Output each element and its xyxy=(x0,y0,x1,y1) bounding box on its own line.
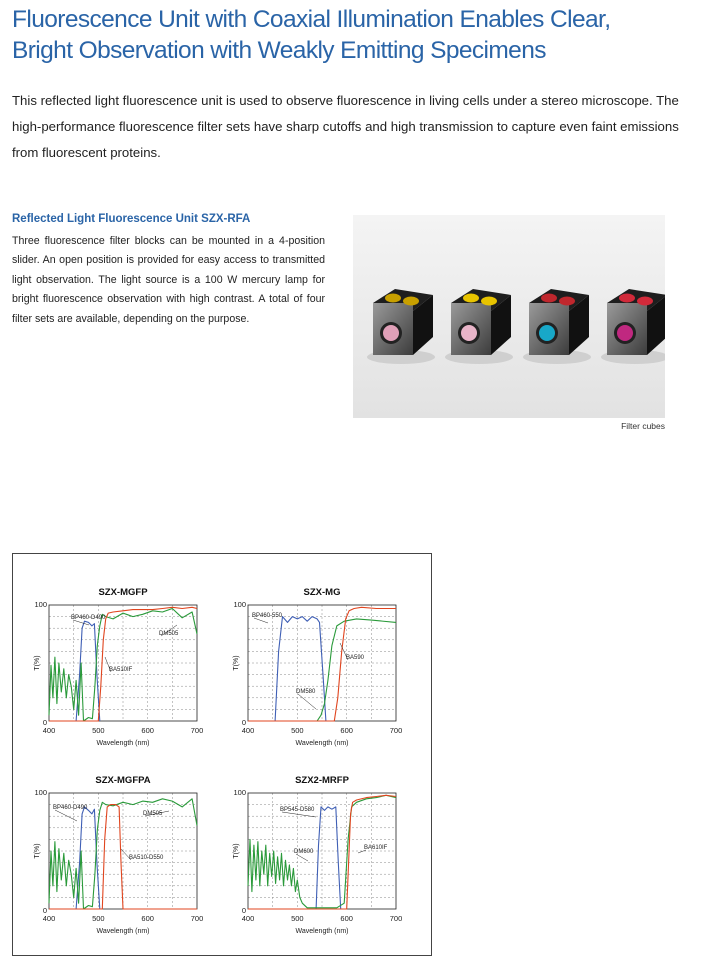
x-axis-label: Wavelength (nm) xyxy=(295,928,349,935)
y-axis-label: T(%) xyxy=(233,843,240,859)
excitation-curve xyxy=(316,807,341,909)
y-tick-label: 100 xyxy=(34,600,47,609)
barrier-curve xyxy=(248,795,396,909)
y-axis-label: T(%) xyxy=(34,655,41,671)
x-tick-label: 600 xyxy=(141,726,154,735)
x-tick-label: 700 xyxy=(190,726,204,735)
annotation-leader xyxy=(298,694,316,709)
y-tick-label: 100 xyxy=(34,788,47,797)
headline-line-2: Bright Observation with Weakly Emitting Specimens xyxy=(12,37,546,64)
y-axis-label: T(%) xyxy=(233,655,240,671)
filter-annotation: BP545-D580 xyxy=(280,807,315,813)
x-tick-label: 400 xyxy=(42,726,56,735)
y-tick-label: 0 xyxy=(241,906,246,915)
y-tick-label: 0 xyxy=(42,906,47,915)
x-tick-label: 400 xyxy=(42,914,56,923)
y-tick-label: 100 xyxy=(233,788,246,797)
filter-annotation: DM505 xyxy=(159,631,179,637)
annotation-leader xyxy=(55,810,77,821)
filter-annotation: BA510IF xyxy=(109,667,133,673)
filter-annotation: BA610IF xyxy=(364,845,388,851)
x-tick-label: 500 xyxy=(291,726,304,735)
x-axis-label: Wavelength (nm) xyxy=(96,740,150,747)
chart-grid xyxy=(248,793,396,909)
x-tick-label: 400 xyxy=(241,726,255,735)
spectrum-chart xyxy=(233,775,402,935)
chart-title: SZX-MG xyxy=(303,587,341,598)
x-axis-label: Wavelength (nm) xyxy=(96,928,150,935)
spectrum-chart xyxy=(34,775,203,935)
section-heading: Reflected Light Fluorescence Unit SZX-RFA xyxy=(12,213,251,225)
x-tick-label: 400 xyxy=(241,914,255,923)
spectrum-chart xyxy=(233,587,402,747)
barrier-curve xyxy=(49,607,197,721)
y-tick-label: 0 xyxy=(241,718,246,727)
x-tick-label: 700 xyxy=(389,726,403,735)
filter-annotation: BA590 xyxy=(346,655,365,661)
spectrum-chart xyxy=(34,587,203,747)
chart-title: SZX-MGFPA xyxy=(95,775,151,786)
chart-grid xyxy=(49,605,197,721)
excitation-curve xyxy=(275,617,326,721)
x-tick-label: 500 xyxy=(291,914,304,923)
x-tick-label: 600 xyxy=(340,914,353,923)
x-tick-label: 700 xyxy=(389,914,403,923)
y-tick-label: 0 xyxy=(42,718,47,727)
x-tick-label: 500 xyxy=(92,914,105,923)
x-tick-label: 500 xyxy=(92,726,105,735)
annotation-leader xyxy=(296,854,308,861)
filter-annotation: BA510-D550 xyxy=(129,855,164,861)
x-tick-label: 600 xyxy=(340,726,353,735)
x-tick-label: 700 xyxy=(190,914,204,923)
filter-annotation: DM600 xyxy=(294,849,314,855)
filter-annotation: BP460-550 xyxy=(252,613,283,619)
chart-title: SZX-MGFP xyxy=(98,587,148,598)
chart-title: SZX2-MRFP xyxy=(295,775,349,786)
section-body: Three fluorescence filter blocks can be mounted in a 4-position slider. An open position is provided for easy access to transmitted light observation. The light source is a 100 W mercury lamp for bright fluorescence observation with high contrast. A total of four filter sets are available, depending on the purpose. xyxy=(12,235,325,325)
filter-annotation: BP460-D490 xyxy=(53,805,88,811)
photo-caption: Filter cubes xyxy=(621,421,665,431)
filter-annotation: BP460-D490 xyxy=(71,615,106,621)
filter-annotation: DM505 xyxy=(143,811,163,817)
x-axis-label: Wavelength (nm) xyxy=(295,740,349,747)
y-axis-label: T(%) xyxy=(34,843,41,859)
x-tick-label: 600 xyxy=(141,914,154,923)
y-tick-label: 100 xyxy=(233,600,246,609)
filter-annotation: DM580 xyxy=(296,689,316,695)
headline-line-1: Fluorescence Unit with Coaxial Illumination Enables Clear, xyxy=(12,6,611,33)
intro-paragraph: This reflected light fluorescence unit is used to observe fluorescence in living cells under a stereo microscope. The high-performance fluorescence filter sets have sharp cutoffs and high transmission to capture even faint emissions from fluorescent proteins. xyxy=(12,93,679,160)
